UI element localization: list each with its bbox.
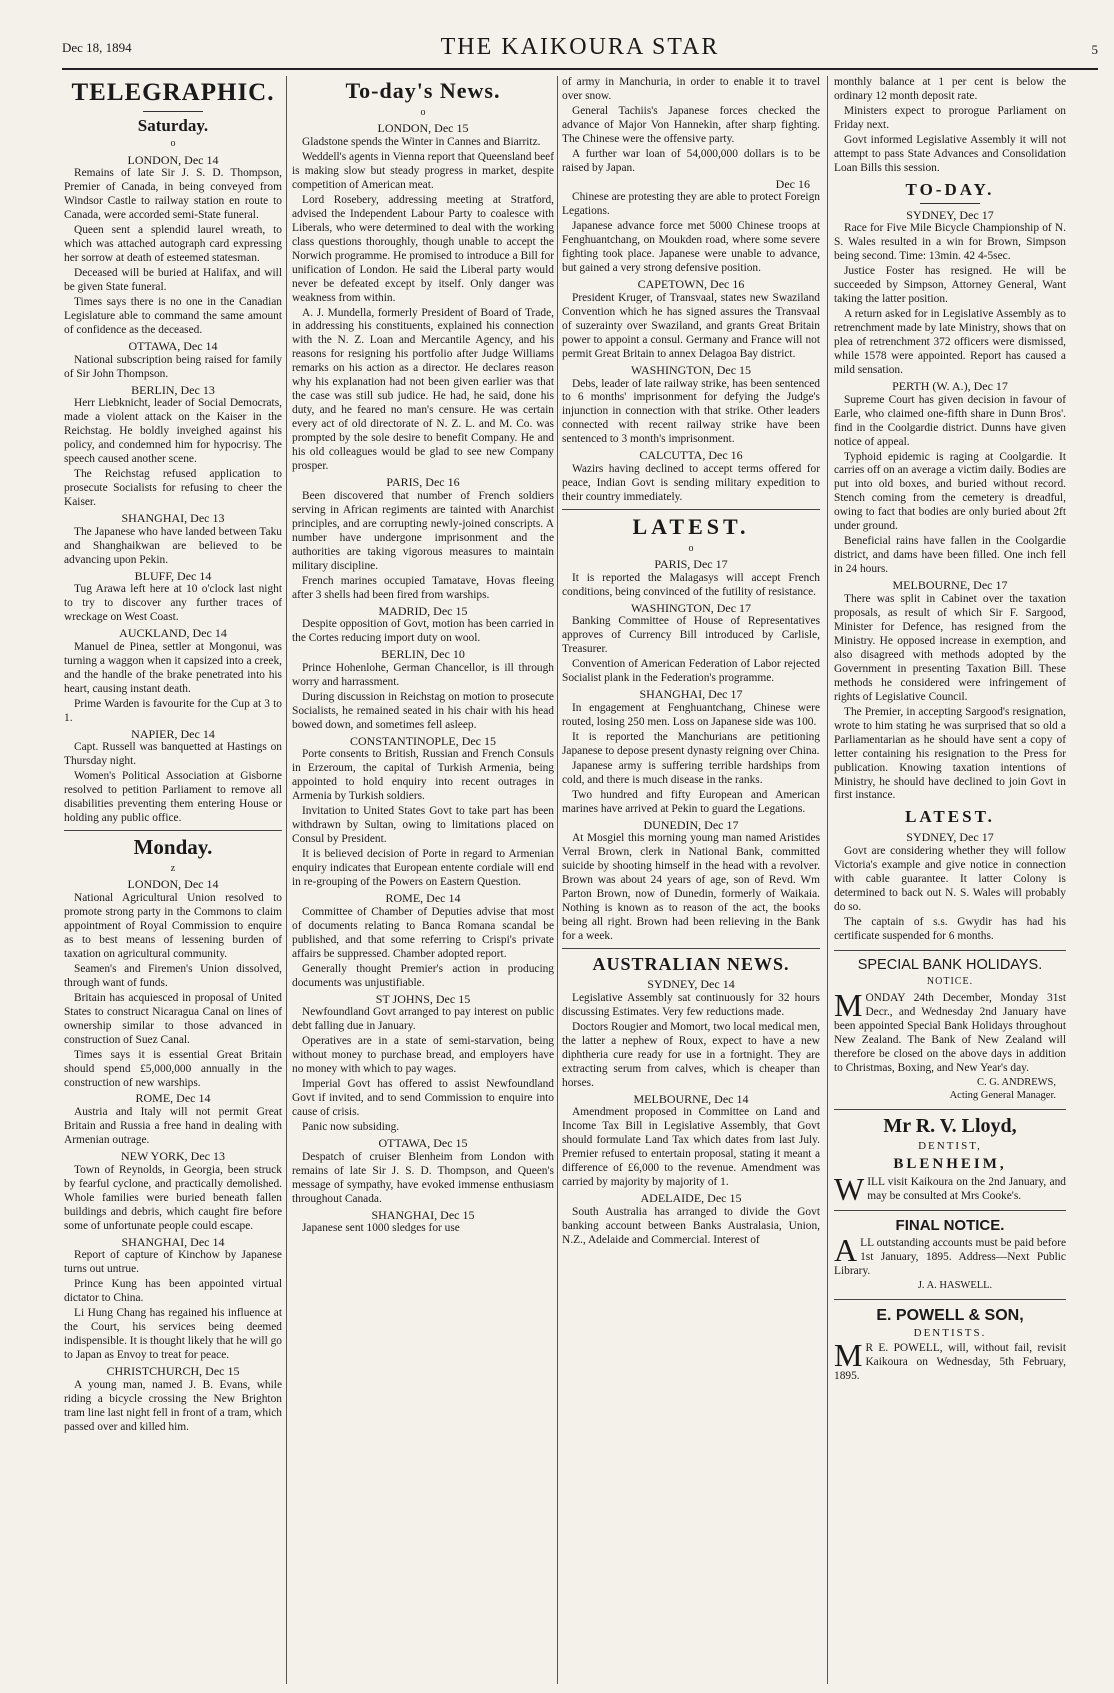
news-paragraph: of army in Manchuria, in order to enable it to travel over snow.	[562, 76, 820, 102]
news-paragraph: It is reported the Malagasys will accept French conditions, being convinced of the futility of resistance.	[562, 571, 820, 598]
news-paragraph: Invitation to United States Govt to take part has been withdrawn by Sultan, owing to limitations placed on Consul by President.	[292, 805, 554, 846]
news-paragraph: President Kruger, of Transvaal, states new Swaziland Convention which he has signed assures the Transvaal of suzerainty over Swaziland, and grants Great Britain power to appoint a consul. Germany and France will not permit Great Britain to annex Delagoa Bay district.	[562, 291, 820, 360]
dateline: ST JOHNS, Dec 15	[375, 991, 471, 1006]
news-paragraph: A further war loan of 54,000,000 dollars is to be raised by Japan.	[562, 147, 820, 174]
news-paragraph: The captain of s.s. Gwydir has had his certificate suspended for 6 months.	[834, 915, 1066, 942]
news-paragraph: Times says it is essential Great Britain should spend £5,000,000 annually in the construction of new warships.	[64, 1048, 282, 1089]
news-paragraph: Lord Rosebery, addressing meeting at Stratford, advised the Independent Labour Party to coalesce with Liberals, who were determined to deal with the working class questions thoroughly, though unable to accept the Norwich programme. He promised to introduce a Bill for unification of London. He said the Liberal party would never be defeated except by itself. Only danger was weakness from within.	[292, 193, 554, 304]
news-paragraph: Convention of American Federation of Labor rejected Socialist plank in the Federation's programme.	[562, 658, 820, 685]
news-paragraph: The Japanese who have landed between Taku and Shanghaikwan are believed to be advancing upon Pekin.	[64, 525, 282, 566]
news-paragraph: Manuel de Pinea, settler at Mongonui, was turning a waggon when it capsized into a creek, and the handle of the brake penetrated into his heart, causing instant death.	[64, 640, 282, 695]
ornament-rule	[143, 111, 203, 112]
column-rule	[557, 76, 558, 1684]
news-paragraph: South Australia has arranged to divide the Govt banking account between Banks Australasia, Union, N.Z., Adelaide and Commercial. Interest of	[562, 1205, 820, 1246]
drop-cap: W	[834, 1170, 865, 1207]
ornament-rule	[920, 203, 980, 204]
dateline: MELBOURNE, Dec 14	[633, 1091, 749, 1106]
dateline: BERLIN, Dec 13	[131, 382, 215, 397]
column-rule	[286, 76, 287, 1684]
dateline: ROME, Dec 14	[385, 891, 461, 906]
news-paragraph: Panic now subsiding.	[302, 1121, 400, 1134]
news-paragraph: Weddell's agents in Vienna report that Queensland beef is making slow but steady progress in market, despite competition of American meat.	[292, 150, 554, 191]
ad-place: BLENHEIM,	[893, 1156, 1007, 1173]
dateline: LONDON, Dec 14	[127, 152, 219, 167]
dateline: OTTAWA, Dec 14	[128, 339, 218, 353]
news-paragraph: Town of Reynolds, in Georgia, been struck by fearful cyclone, and practically demolished. Whole families were buried beneath fallen buildings and debris, which caught fire before some of unfortunate people could escape.	[64, 1163, 282, 1232]
dateline: PERTH (W. A.), Dec 17	[892, 378, 1008, 393]
news-paragraph: Gladstone spends the Winter in Cannes and Biarritz.	[302, 135, 541, 148]
news-paragraph: Govt are considering whether they will follow Victoria's example and give notice in connection with cable guarantee. It latter Colony is determined to back out N. S. Wales will probably do so.	[834, 844, 1066, 913]
separator: o	[688, 542, 694, 554]
ad-body: LL outstanding accounts must be paid before 1st January, 1895. Address—Next Public Library.	[834, 1236, 1066, 1277]
section-heading-today: TO-DAY.	[905, 179, 995, 199]
news-paragraph: During discussion in Reichstag on motion to prosecute Socialists, he remained seated in his chair with his head bowed down, and sometimes fell asleep.	[292, 690, 554, 731]
news-paragraph: Japanese army is suffering terrible hardships from cold, and there is much disease in the ranks.	[562, 759, 820, 786]
news-paragraph: monthly balance at 1 per cent is below the ordinary 12 month deposit rate.	[834, 76, 1066, 102]
ad-bank-holidays	[834, 957, 1066, 1104]
ad-powell-dentists	[834, 1306, 1066, 1384]
drop-cap: M	[834, 1336, 863, 1373]
dateline: LONDON, Dec 14	[127, 877, 219, 892]
column-3	[562, 76, 820, 1684]
page-number: 5	[1091, 42, 1098, 57]
ad-signature: J. A. HASWELL.	[917, 1279, 993, 1291]
ad-dentist-lloyd	[834, 1114, 1066, 1207]
news-paragraph: Queen sent a splendid laurel wreath, to which was attached autograph card expressing her sorrow at death of esteemed statesman.	[64, 224, 282, 265]
dateline: NAPIER, Dec 14	[131, 726, 215, 741]
news-paragraph: The Reichstag refused application to prosecute Socialists for refusing to cheer the Kaiser.	[64, 468, 282, 509]
dateline: CAPETOWN, Dec 16	[637, 277, 745, 292]
news-paragraph: Prince Kung has been appointed virtual dictator to China.	[64, 1278, 282, 1305]
news-paragraph: A young man, named J. B. Evans, while riding a bicycle crossing the New Brighton tram line last night fell in front of a tram, which passed over and killed him.	[64, 1378, 282, 1433]
ad-divider	[834, 1210, 1066, 1211]
news-paragraph: Japanese sent 1000 sledges for use	[302, 1222, 460, 1235]
news-paragraph: Debs, leader of late railway strike, has been sentenced to 6 months' imprisonment for defying the Judge's injunction in connection with that strike. Other leaders connected with recent railway strike have been sentenced to 3 month's imprisonment.	[562, 377, 820, 446]
news-paragraph: It is reported the Manchurians are petitioning Japanese to depose present dynasty reigning over China.	[562, 730, 820, 757]
section-heading-latest: LATEST.	[632, 513, 750, 539]
ad-divider	[834, 950, 1066, 951]
dateline: CALCUTTA, Dec 16	[639, 448, 743, 463]
ad-divider	[834, 1299, 1066, 1300]
news-paragraph: Capt. Russell was banquetted at Hastings on Thursday night.	[64, 741, 282, 768]
news-paragraph: Porte consents to British, Russian and French Consuls in Erzeroum, the capital of Turkish Armenia, being appointed to hold enquiry into recent outrages in Armenia by Turkish soldiers.	[292, 748, 554, 803]
news-paragraph: Seamen's and Firemen's Union dissolved, through want of funds.	[64, 962, 282, 989]
news-paragraph: Newfoundland Govt arranged to pay interest on public debt falling due in January.	[292, 1006, 554, 1033]
dateline: MELBOURNE, Dec 17	[892, 578, 1008, 593]
dateline: CONSTANTINOPLE, Dec 15	[349, 733, 497, 748]
news-paragraph: In engagement at Fenghuantchang, Chinese were routed, losing 250 men. Loss on Japanese side was 100.	[562, 701, 820, 728]
dateline: OTTAWA, Dec 15	[378, 1136, 468, 1150]
dateline: SHANGHAI, Dec 14	[121, 1234, 225, 1249]
dateline: PARIS, Dec 17	[654, 557, 728, 572]
separator: z	[170, 862, 176, 874]
news-paragraph: Li Hung Chang has regained his influence at the Court, his services being deemed indispensible. It is thought likely that he will go to Japan as Envoy to treat for peace.	[64, 1307, 282, 1362]
news-paragraph: Race for Five Mile Bicycle Championship of N. S. Wales resulted in a win for Brown, Simpson being second. Time: 13min. 42 4-5sec.	[834, 222, 1066, 263]
dateline: ADELAIDE, Dec 15	[640, 1191, 742, 1206]
news-paragraph: Doctors Rougier and Momort, two local medical men, the latter a nephew of Roux, expect to have a new diphtheria cure ready for use in a fortnight. They are extracting serum from calves, which is cheaper than horses.	[562, 1020, 820, 1089]
news-paragraph: Despatch of cruiser Blenheim from London with remains of late Sir J. S. D. Thompson, and Queen's message of sympathy, have evoked immense enthusiasm throughout Canada.	[292, 1150, 554, 1205]
ad-profession: DENTIST,	[918, 1139, 982, 1152]
news-paragraph: Supreme Court has given decision in favour of Earle, who claimed one-fifth share in Dunn Bros'. find in the Coolgardie district. Dunns have given notice of appeal.	[834, 393, 1066, 448]
dateline: NEW YORK, Dec 13	[121, 1149, 225, 1164]
masthead	[62, 34, 1098, 66]
news-paragraph: Chinese are protesting they are able to protect Foreign Legations.	[562, 191, 820, 218]
dateline: DUNEDIN, Dec 17	[643, 817, 739, 832]
news-paragraph: Banking Committee of House of Representatives approves of Currency Bill introduced by Carlisle, Treasurer.	[562, 615, 820, 656]
dateline: MADRID, Dec 15	[378, 603, 468, 618]
section-heading-australian-news: AUSTRALIAN NEWS.	[592, 954, 790, 975]
news-paragraph: There was split in Cabinet over the taxation proposals, as result of which Sir F. Sargood, Minister for Defence, has resigned from the Ministry. He opposed increase in exemption, and also disagreed with methods adopted by the Government in presenting Taxation Bill. These methods he considered were infringement of rights of Legislative Council.	[834, 592, 1066, 703]
drop-cap: A	[834, 1231, 858, 1268]
ad-body: R E. POWELL, will, without fail, revisit Kaikoura on Wednesday, 5th February, 1895.	[834, 1341, 1066, 1382]
news-paragraph: Ministers expect to prorogue Parliament on Friday next.	[834, 104, 1066, 131]
news-paragraph: National Agricultural Union resolved to promote strong party in the Commons to claim appointment of Royal Commission to enquire as to best means of lessening burden of taxation on agricultural community.	[64, 891, 282, 960]
news-paragraph: Committee of Chamber of Deputies advise that most of documents relating to Banca Romana scandal be published, and that some referring to Crispi's private affairs be suppressed. Chamber adopted report.	[292, 905, 554, 960]
dateline: LONDON, Dec 15	[377, 121, 469, 136]
section-heading-todays-news: To-day's News.	[345, 78, 501, 103]
issue-date: Dec 18, 1894	[62, 40, 132, 55]
dateline: SHANGHAI, Dec 15	[371, 1207, 475, 1222]
news-paragraph: Generally thought Premier's action in producing documents was unjustifiable.	[292, 962, 554, 989]
ad-notice-label: NOTICE.	[926, 976, 974, 988]
news-paragraph: Women's Political Association at Gisborne resolved to petition Parliament to remove all disabilities preventing them entering House or holding any public office.	[64, 770, 282, 825]
news-paragraph: Imperial Govt has offered to assist Newfoundland Govt if invited, and to send Commission to enquire into cause of crisis.	[292, 1078, 554, 1119]
news-paragraph: A return asked for in Legislative Assembly as to retrenchment made by late Ministry, shows that on plea of retrenchment 372 officers were dismissed, while 1578 were appointed. Report has caused a mild sensation.	[834, 308, 1066, 376]
dateline: BERLIN, Dec 10	[381, 647, 465, 662]
news-paragraph: Two hundred and fifty European and American marines have arrived at Pekin to guard the Legations.	[562, 788, 820, 815]
ad-body: ONDAY 24th December, Monday 31st Decr., and Wednesday 2nd January have been appointed Special Bank Holidays throughout New Zealand. The Bank of New Zealand will therefore be closed on the above days in addition to Christmas, Boxing, and New Year's day.	[834, 991, 1066, 1074]
news-paragraph: Wazirs having declined to accept terms offered for peace, Indian Govt is sending military expedition to their country immediately.	[562, 463, 820, 503]
dateline: SYDNEY, Dec 14	[647, 977, 735, 992]
news-paragraph: Legislative Assembly sat continuously for 32 hours discussing Estimates. Very few reductions made.	[562, 991, 820, 1018]
news-paragraph: Times says there is no one in the Canadian Legislature able to command the same amount of confidence as the deceased.	[64, 296, 282, 337]
news-paragraph: Amendment proposed in Committee on Land and Income Tax Bill in Legislative Assembly, that Govt should formulate Land Tax which dates from last July. Premier refused to entertain proposal, stating it meant a difference of £6,000 to the revenue. Amendment was carried by majority by majority of 1.	[562, 1106, 820, 1189]
dateline: PARIS, Dec 16	[386, 475, 460, 490]
separator: o	[420, 106, 426, 118]
news-paragraph: Operatives are in a state of semi-starvation, being without money to purchase bread, and employers have no money with which to pay wages.	[292, 1035, 554, 1076]
ad-title: FINAL NOTICE.	[895, 1216, 1005, 1234]
news-paragraph: Report of capture of Kinchow by Japanese turns out untrue.	[64, 1249, 282, 1276]
ad-title: SPECIAL BANK HOLIDAYS.	[857, 956, 1043, 973]
news-paragraph: The Premier, in accepting Sargood's resignation, wrote to him stating he was surprised that so old a Parliamentarian as he should have sent a copy of letter containing his resignation to the Press for publication. Knowing taxation intentions of Ministry, he should have declined to join Govt in first instance.	[834, 705, 1066, 802]
ad-name: Mr R. V. Lloyd,	[883, 1115, 1017, 1138]
news-paragraph: General Tachiis's Japanese forces checked the advance of Major Von Hannekin, after sharp fighting. The Chinese were the offensive party.	[562, 104, 820, 145]
news-paragraph: Prime Warden is favourite for the Cup at 3 to 1.	[64, 697, 282, 724]
ad-title: E. POWELL & SON,	[876, 1306, 1024, 1324]
column-2	[292, 76, 554, 1684]
dateline: WASHINGTON, Dec 17	[630, 600, 752, 615]
ad-profession: DENTISTS.	[913, 1327, 987, 1340]
separator: o	[170, 138, 176, 150]
news-paragraph: A. J. Mundella, formerly President of Board of Trade, in addressing his constituents, explained his connection with the N. Z. Loan and Mercantile Agency, and his reasons for resigning his portfolio after Judge Williams remarks on his action as a director. He declares reason why his explanation had not been given earlier was that the case was still sub judice. He had, he said, done his duty, and he feared no man's censure. He was certain every act of old directorate of N. Z. L. and M. Co. was prompted by the sole desire to benefit Company. He and his old colleagues would be glad to see new Company prosper.	[292, 306, 554, 473]
section-divider	[562, 948, 820, 949]
news-paragraph: Despite opposition of Govt, motion has been carried in the Cortes reducing import duty on wool.	[292, 618, 554, 645]
news-paragraph: It is believed decision of Porte in regard to Armenian enquiry indicates that European entente cordiale will end in re-grouping of the Powers on Eastern Question.	[292, 848, 554, 889]
dateline: CHRISTCHURCH, Dec 15	[106, 1364, 240, 1379]
dateline: BLUFF, Dec 14	[134, 568, 212, 583]
section-divider	[64, 830, 282, 831]
news-paragraph: Deceased will be buried at Halifax, and will be given State funeral.	[64, 267, 282, 294]
news-paragraph: French marines occupied Tamatave, Hovas fleeing after 3 shells had been fired from warships.	[292, 574, 554, 601]
masthead-rule	[62, 68, 1098, 70]
news-paragraph: Prince Hohenlohe, German Chancellor, is ill through worry and harrassment.	[292, 661, 554, 688]
column-1	[64, 76, 282, 1684]
column-rule	[827, 76, 828, 1684]
news-paragraph: Been discovered that number of French soldiers serving in African regiments are tainted with Anarchist principles, and are corrupting newly-joined conscripts. A number have undergone imprisonment and the authorities are taking vigorous measures to maintain military discipline.	[292, 489, 554, 572]
section-heading-latest-2: LATEST.	[905, 807, 995, 827]
section-divider	[562, 509, 820, 510]
news-paragraph: Tug Arawa left here at 10 o'clock last night to try to discover any further traces of wreckage on West Coast.	[64, 583, 282, 624]
day-heading: Saturday.	[137, 115, 209, 135]
dateline: SYDNEY, Dec 17	[906, 830, 994, 845]
news-paragraph: Japanese advance force met 5000 Chinese troops at Fenghuantchang, on Moukden road, where some severe fighting took place. Japanese were unable to advance, but gained a very strong defensive position.	[562, 220, 820, 275]
ad-divider	[834, 1109, 1066, 1110]
section-heading-telegraphic: TELEGRAPHIC.	[71, 79, 275, 106]
news-paragraph: Govt informed Legislative Assembly it will not attempt to pass State Advances and Consolidation Loan Bills this session.	[834, 133, 1066, 174]
news-paragraph: Herr Liebknicht, leader of Social Democrats, made a violent attack on the Kaiser in the Reichstag. He boldly inveighed against his policy, and condemned him for hypocrisy. The speech caused another scene.	[64, 397, 282, 466]
ad-signature: C. G. ANDREWS,	[976, 1076, 1056, 1088]
dateline: SHANGHAI, Dec 17	[639, 687, 743, 702]
dateline: AUCKLAND, Dec 14	[119, 626, 227, 641]
ad-body: ILL visit Kaikoura on the 2nd January, and may be consulted at Mrs Cooke's.	[867, 1175, 1066, 1202]
news-paragraph: Remains of late Sir J. S. D. Thompson, Premier of Canada, in being conveyed from Windsor Castle to railway station en route to Canada, were accorded semi-State funeral.	[64, 167, 282, 222]
dateline: SYDNEY, Dec 17	[906, 207, 994, 222]
news-paragraph: Typhoid epidemic is raging at Coolgardie. It carries off on an average a victim daily. Bodies are put into old boxes, and buried without record. Stench coming from the cemetery is dreadful, owing to fact that bodies are only buried about 2ft under ground.	[834, 450, 1066, 533]
news-paragraph: Britain has acquiesced in proposal of United States to construct Nicaragua Canal on lines of ownership similar to those advanced in construction of Suez Canal.	[64, 991, 282, 1046]
column-4	[834, 76, 1066, 1684]
news-paragraph: Austria and Italy will not permit Great Britain and Russia a free hand in dealing with Armenian outrage.	[64, 1106, 282, 1147]
drop-cap: M	[834, 986, 863, 1023]
day-heading: Monday.	[133, 835, 213, 860]
news-paragraph: Beneficial rains have fallen in the Coolgardie district, and dams have been filled. One inch fell in 24 hours.	[834, 535, 1066, 576]
news-paragraph: Justice Foster has resigned. He will be succeeded by Simpson, Attorney General, Want taking the latter position.	[834, 265, 1066, 306]
dateline: ROME, Dec 14	[135, 1091, 211, 1106]
news-paragraph: National subscription being raised for family of Sir John Thompson.	[64, 353, 282, 380]
dateline: WASHINGTON, Dec 15	[630, 362, 752, 377]
news-paragraph: At Mosgiel this morning young man named Aristides Verral Brown, clerk in National Bank, committed suicide by shooting himself in the head with a revolver. Brown was about 24 years of age, son of Revd. Wm Parton Brown, now of Dunedin, formerly of Waikaia. Nothing is known as to reason of the act, the books being all right. Brown had been relieving in the Bank for a week.	[562, 832, 820, 943]
ad-final-notice	[834, 1217, 1066, 1293]
dateline: SHANGHAI, Dec 13	[121, 511, 225, 526]
ad-signature-title: Acting General Manager.	[949, 1090, 1056, 1102]
newspaper-title: THE KAIKOURA STAR	[440, 34, 720, 60]
dateline: Dec 16	[775, 176, 810, 191]
